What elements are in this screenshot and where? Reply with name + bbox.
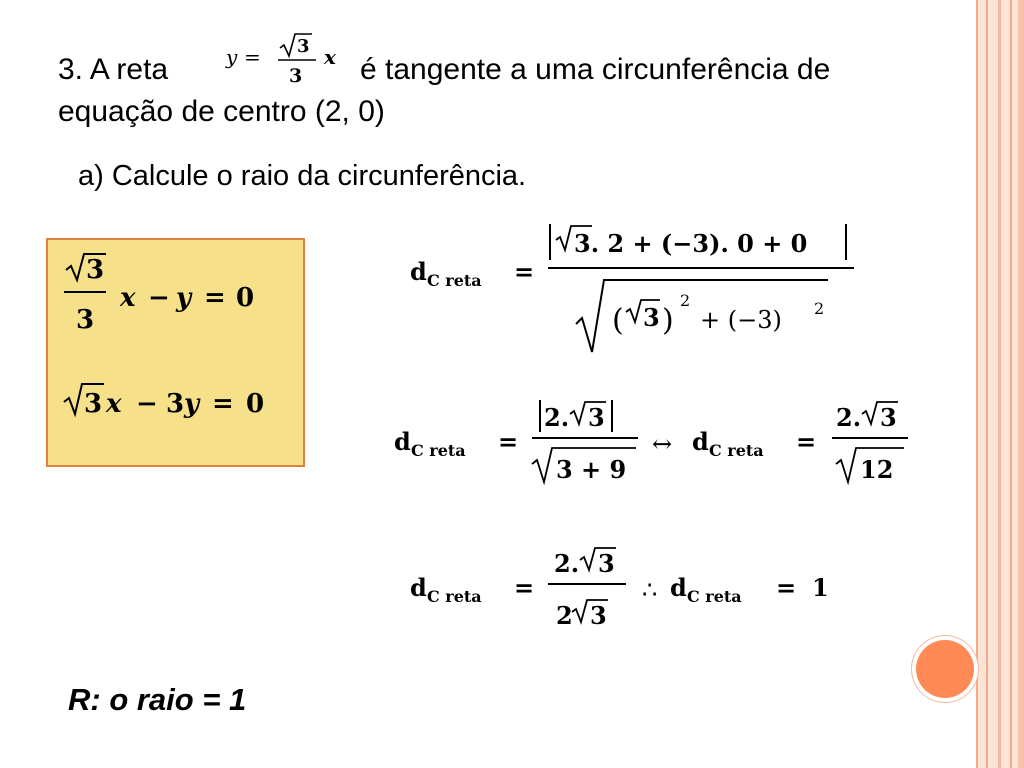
svg-text:=: = xyxy=(514,573,535,602)
decorative-circle xyxy=(916,640,974,698)
problem-line1-suffix: é tangente a uma circunferência de xyxy=(360,53,831,86)
svg-text:3: 3 xyxy=(84,389,103,419)
svg-text:2: 2 xyxy=(680,291,691,310)
svg-text:d: d xyxy=(394,427,411,456)
svg-text:d: d xyxy=(410,257,427,286)
svg-text:3. 2 + (−3). 0 + 0: 3. 2 + (−3). 0 + 0 xyxy=(574,229,808,258)
problem-line1-prefix: 3. A reta xyxy=(58,53,169,86)
svg-text:x: x xyxy=(106,389,122,419)
svg-text:2.: 2. xyxy=(554,549,580,578)
svg-text:C reta: C reta xyxy=(427,271,482,290)
svg-text:2.: 2. xyxy=(836,403,862,432)
svg-text:3: 3 xyxy=(297,36,310,57)
svg-text:=: = xyxy=(498,427,519,456)
svg-text:y: y xyxy=(176,283,192,313)
svg-text:3: 3 xyxy=(643,303,660,332)
problem-line2: equação de centro (2, 0) xyxy=(58,95,385,128)
svg-text:∴: ∴ xyxy=(642,576,658,604)
box-equation-1 xyxy=(60,248,290,338)
svg-text:−: − xyxy=(148,283,170,313)
svg-text:3 + 9: 3 + 9 xyxy=(556,455,627,484)
box-equation-2 xyxy=(60,378,290,428)
svg-text:=: = xyxy=(212,389,234,419)
svg-text:=: = xyxy=(776,573,797,602)
distance-formula-step1 xyxy=(408,214,868,364)
svg-text:=: = xyxy=(514,257,535,286)
distance-formula-step3 xyxy=(408,540,848,640)
svg-text:C reta: C reta xyxy=(411,441,466,460)
svg-text:C reta: C reta xyxy=(687,587,742,606)
svg-text:12: 12 xyxy=(860,455,894,484)
svg-text:3: 3 xyxy=(590,601,607,630)
svg-text:y: y xyxy=(184,389,200,419)
svg-text:0: 0 xyxy=(246,389,265,419)
svg-text:C reta: C reta xyxy=(427,587,482,606)
svg-text:x: x xyxy=(120,283,136,313)
final-answer: R: o raio = 1 xyxy=(68,682,247,717)
svg-text:d: d xyxy=(692,427,709,456)
svg-text:): ) xyxy=(662,303,674,338)
svg-text:0: 0 xyxy=(236,283,255,313)
svg-text:−: − xyxy=(136,389,158,419)
svg-text:(: ( xyxy=(612,303,624,338)
svg-text:d: d xyxy=(670,573,687,602)
svg-text:=: = xyxy=(244,45,261,69)
svg-text:=: = xyxy=(796,427,817,456)
svg-text:3: 3 xyxy=(588,403,605,432)
svg-text:3: 3 xyxy=(166,389,185,419)
question-a: a) Calcule o raio da circunferência. xyxy=(78,160,527,192)
svg-text:1: 1 xyxy=(812,573,829,602)
svg-text:2.: 2. xyxy=(544,403,570,432)
distance-formula-step2 xyxy=(392,394,922,494)
svg-text:x: x xyxy=(324,45,336,69)
svg-text:=: = xyxy=(204,283,226,313)
decorative-stripes xyxy=(976,0,1024,768)
svg-text:C reta: C reta xyxy=(709,441,764,460)
svg-text:↔: ↔ xyxy=(652,430,673,458)
svg-text:y: y xyxy=(226,45,238,69)
svg-text:d: d xyxy=(410,573,427,602)
svg-text:3: 3 xyxy=(880,403,897,432)
svg-text:3: 3 xyxy=(86,255,105,285)
svg-text:+ (−3): + (−3) xyxy=(700,306,782,334)
svg-text:2: 2 xyxy=(556,601,573,630)
svg-text:3: 3 xyxy=(76,305,95,335)
svg-text:2: 2 xyxy=(814,299,825,318)
svg-text:3: 3 xyxy=(598,549,615,578)
svg-text:3: 3 xyxy=(289,65,303,87)
